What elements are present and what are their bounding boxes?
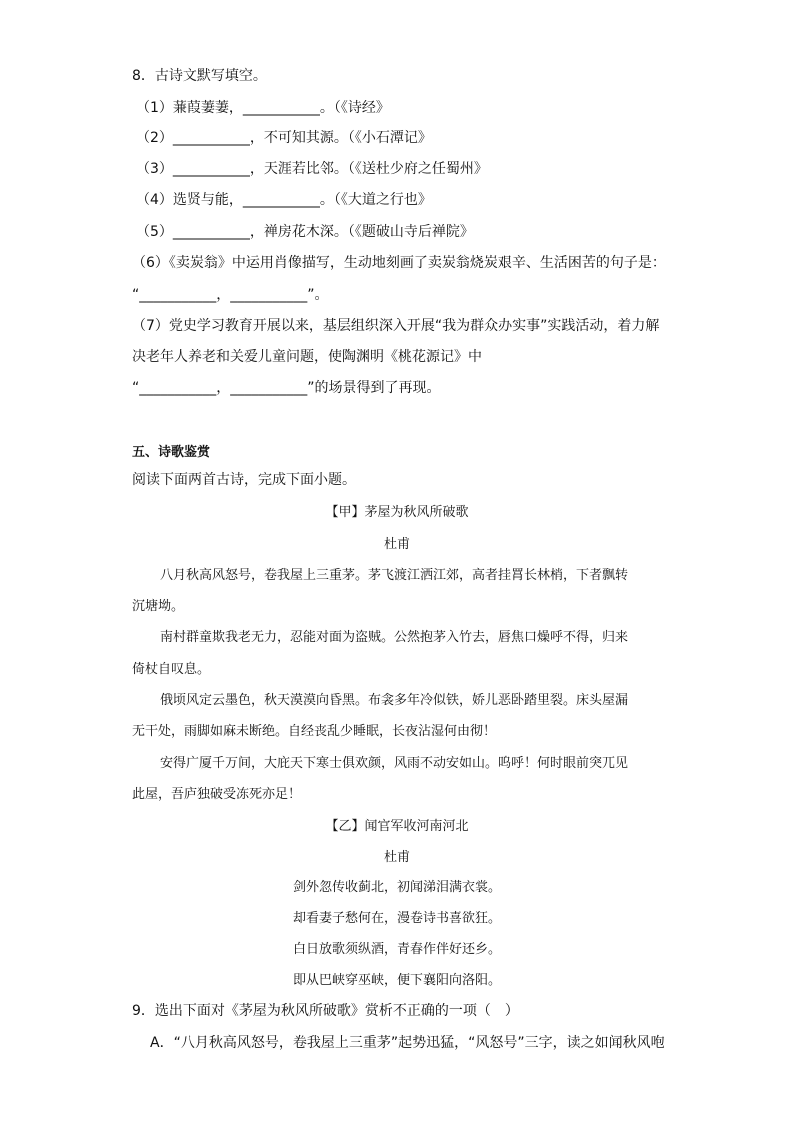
q8-item-7-answer: “___________，___________”的场景得到了再现。 <box>132 380 441 396</box>
q8-item-3: （3）___________，天涯若比邻。（《送杜少府之任蜀州》 <box>136 161 488 177</box>
q8-item-6: （6）《卖炭翁》中运用肖像描写，生动地刻画了卖炭翁烧炭艰辛、生活困苦的句子是： <box>132 255 666 271</box>
section-intro: 阅读下面两首古诗，完成下面小题。 <box>132 472 356 488</box>
q8-item-1: （1）蒹葭萋萋，___________。（《诗经》 <box>136 100 390 116</box>
poem-1-title: 【甲】茅屋为秋风所破歌 <box>325 505 469 520</box>
q8-title: 8．古诗文默写填空。 <box>132 68 267 84</box>
q8-item-4: （4）选贤与能，___________。（《大道之行也》 <box>136 192 432 208</box>
poem-2-author: 杜甫 <box>383 850 410 865</box>
poem-2-line: 却看妻子愁何在，漫卷诗书喜欲狂。 <box>292 911 501 926</box>
poem-1-author: 杜甫 <box>383 537 410 552</box>
q9-question: 9．选出下面对《茅屋为秋风所破歌》赏析不正确的一项（ ） <box>132 1003 519 1019</box>
poem-1-line: 倚杖自叹息。 <box>132 662 211 677</box>
poem-2-line: 剑外忽传收蓟北，初闻涕泪满衣裳。 <box>292 880 501 895</box>
poem-2-line: 白日放歌须纵酒，青春作伴好还乡。 <box>292 942 501 957</box>
poem-1-line: 沉塘坳。 <box>132 599 185 614</box>
poem-2-line: 即从巴峡穿巫峡，便下襄阳向洛阳。 <box>292 973 501 988</box>
poem-1-line: 安得广厦千万间，大庇天下寒士俱欢颜，风雨不动安如山。呜呼！何时眼前突兀见 <box>160 756 629 771</box>
poem-1-line: 俄顷风定云墨色，秋天漠漠向昏黑。布衾多年冷似铁，娇儿恶卧踏里裂。床头屋漏 <box>160 693 629 708</box>
poem-2-title: 【乙】闻官军收河南河北 <box>325 819 469 834</box>
q8-item-5: （5）___________，禅房花木深。（《题破山寺后禅院》 <box>136 224 474 240</box>
q8-item-7: （7）党史学习教育开展以来，基层组织深入开展“我为群众办实事”实践活动，着力解 <box>132 318 660 334</box>
poem-1-line: 南村群童欺我老无力，忍能对面为盗贼。公然抱茅入竹去，唇焦口燥呼不得，归来 <box>160 630 629 645</box>
q8-item-6-answer: “___________，___________”。 <box>132 287 329 303</box>
poem-1-line: 无干处，雨脚如麻未断绝。自经丧乱少睡眠，长夜沾湿何由彻！ <box>132 724 497 739</box>
poem-1-line: 此屋，吾庐独破受冻死亦足！ <box>132 787 302 802</box>
q9-option-a: A．“八月秋高风怒号，卷我屋上三重茅”起势迅猛，“风怒号”三字，读之如闻秋风咆 <box>150 1035 665 1051</box>
q8-item-2: （2）___________，不可知其源。（《小石潭记》 <box>136 130 432 146</box>
q8-item-7-cont: 决老年人养老和关爱儿童问题，使陶渊明《桃花源记》中 <box>132 349 482 365</box>
section-heading: 五、诗歌鉴赏 <box>132 445 211 460</box>
poem-1-line: 八月秋高风怒号，卷我屋上三重茅。茅飞渡江洒江郊，高者挂罥长林梢，下者飘转 <box>160 568 629 583</box>
